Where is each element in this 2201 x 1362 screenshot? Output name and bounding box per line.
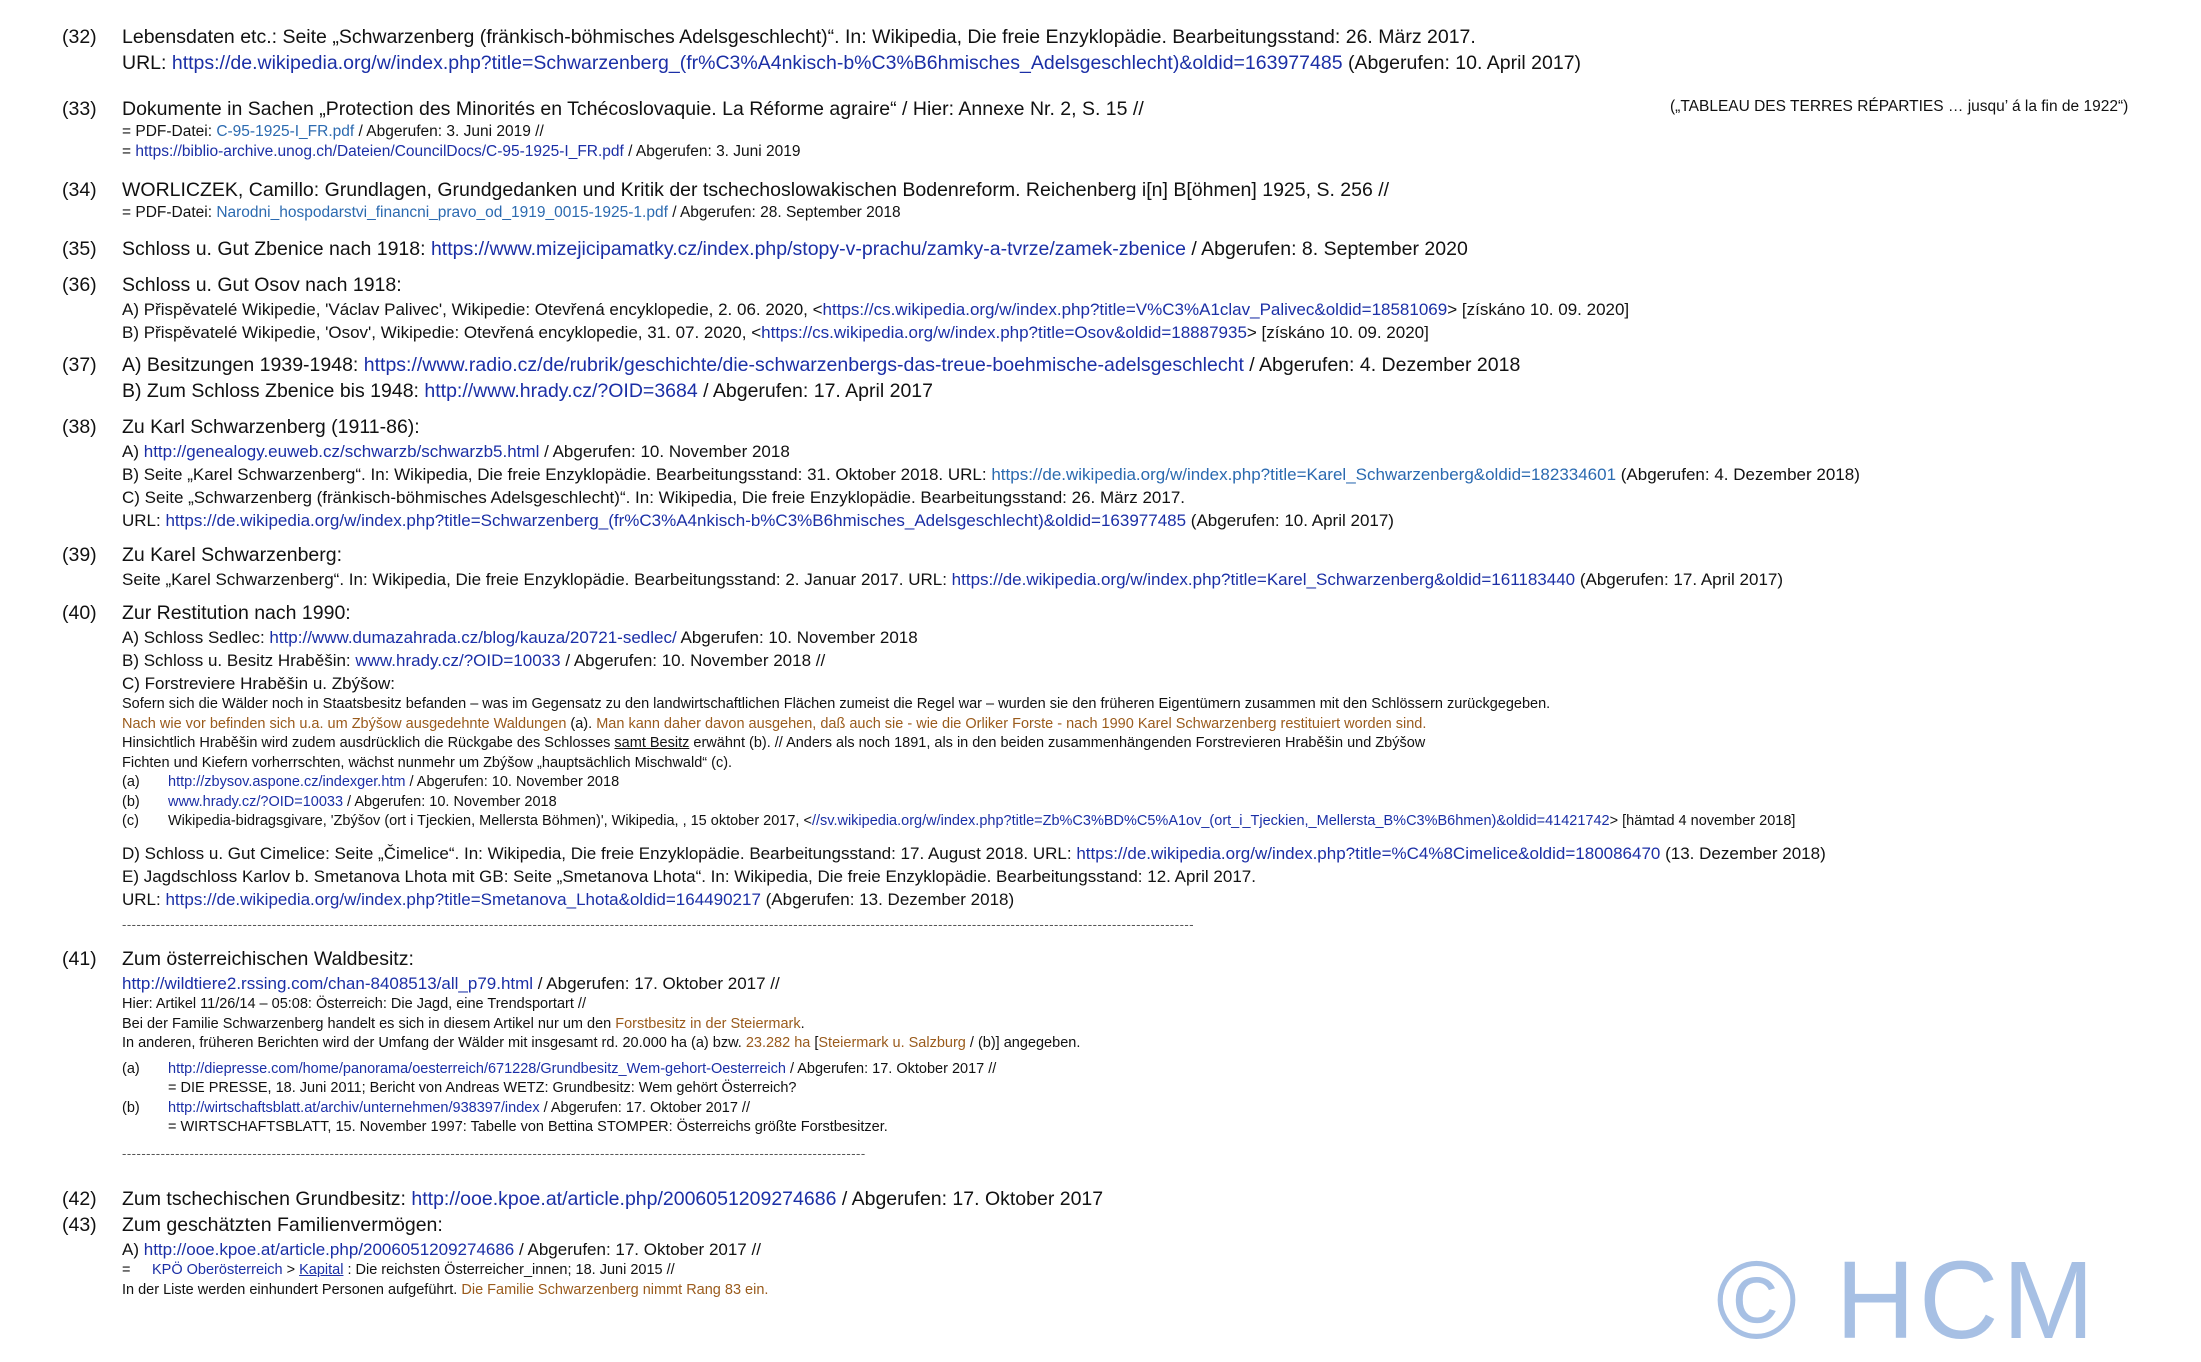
accessed-date: / Abgerufen: 17. Oktober 2017 // (785, 1060, 997, 1077)
reference-number: (38) (62, 416, 97, 438)
accessed-date: / Abgerufen: 3. Juni 2019 (623, 143, 801, 160)
reference-number: (41) (62, 948, 97, 970)
accessed-date: > [hämtad 4 november 2018] (1609, 813, 1796, 829)
web-link[interactable]: http://ooe.kpoe.at/article.php/2006051209274686 (411, 1188, 837, 1210)
reference-text: Schloss u. Gut Osov nach 1918: (122, 274, 402, 296)
reference-text: Zum österreichischen Waldbesitz: (122, 948, 414, 970)
subnote-label: (a) (122, 1060, 140, 1077)
highlighted-note: Nach wie vor befinden sich u.a. um Zbýšow ausgedehnte Waldungen (122, 715, 567, 732)
pdf-link[interactable]: Narodni_hospodarstvi_financni_pravo_od_1919_0015-1925-1.pdf (216, 204, 668, 221)
citation-text: A) Schloss Sedlec: (122, 628, 270, 647)
reference-number: (33) (62, 98, 97, 120)
tableau-note: („TABLEAU DES TERRES RÉPARTIES … jusqu’ á la fin de 1922“) (1670, 98, 2129, 115)
reference-text: B) Zum Schloss Zbenice bis 1948: (122, 380, 425, 402)
reference-number: (43) (62, 1214, 97, 1236)
note-text: [ (810, 1035, 819, 1051)
note-text: Hier: Artikel 11/26/14 – 05:08: Österreich: Die Jagd, eine Trendsportart // (122, 996, 586, 1012)
equals-sign: = (122, 1262, 131, 1278)
reference-text: Lebensdaten etc.: Seite „Schwarzenberg (fränkisch-böhmisches Adelsgeschlecht)“. In: Wikipedia, Die freie Enzyklopädie. Bearbeitungsstand: 26. März 2017. (122, 26, 1476, 48)
highlighted-note: Forstbesitz in der Steiermark (615, 1015, 801, 1032)
citation-text: B) Přispěvatelé Wikipedie, 'Osov', Wikipedie: Otevřená encyklopedie, 31. 07. 2020, < (122, 323, 762, 342)
reference-number: (36) (62, 274, 97, 296)
accessed-date: (Abgerufen: 4. Dezember 2018) (1616, 465, 1860, 484)
citation-text: B) Seite „Karel Schwarzenberg“. In: Wikipedia, Die freie Enzyklopädie. Bearbeitungsstand: 31. Oktober 2018. URL: (122, 465, 992, 484)
pdf-link[interactable]: C-95-1925-I_FR.pdf (216, 123, 355, 140)
citation-text: D) Schloss u. Gut Cimelice: Seite „Čimelice“. In: Wikipedia, Die freie Enzyklopädie. Bearbeitungsstand: 17. August 2018. URL: (122, 843, 1077, 863)
reference-text: Schloss u. Gut Zbenice nach 1918: (122, 238, 431, 260)
web-link[interactable]: http://wirtschaftsblatt.at/archiv/unternehmen/938397/index (168, 1099, 540, 1116)
citation-text: A) (122, 1240, 144, 1259)
citation-text: E) Jagdschloss Karlov b. Smetanova Lhota mit GB: Seite „Smetanova Lhota“. In: Wikipedia, Die freie Enzyklopädie. Bearbeitungsstand: 12. April 2017. (122, 866, 1256, 886)
web-link[interactable]: http://wildtiere2.rssing.com/chan-8408513/all_p79.html (122, 974, 534, 993)
accessed-date: (Abgerufen: 17. April 2017) (1575, 570, 1784, 589)
subnote-label: (c) (122, 813, 139, 829)
reference-number: (35) (62, 238, 97, 260)
highlighted-note: Die Familie Schwarzenberg nimmt Rang 83 ein. (461, 1281, 769, 1298)
reference-number: (34) (62, 179, 97, 201)
citation-text: A) Přispěvatelé Wikipedie, 'Václav Palivec', Wikipedie: Otevřená encyklopedie, 2. 06. 2020, < (122, 300, 823, 319)
web-link[interactable]: www.hrady.cz/?OID=10033 (355, 651, 561, 670)
accessed-date: > [získáno 10. 09. 2020] (1447, 300, 1630, 319)
citation-text: = DIE PRESSE, 18. Juni 2011; Bericht von Andreas WETZ: Grundbesitz: Wem gehört Österreich? (168, 1080, 797, 1096)
equals-sign: = (122, 143, 136, 160)
accessed-date: / Abgerufen: 10. November 2018 (405, 774, 620, 790)
web-link[interactable]: https://www.mizejicipamatky.cz/index.php/stopy-v-prachu/zamky-a-tvrze/zamek-zbenice (430, 238, 1186, 260)
accessed-date: (Abgerufen: 10. April 2017) (1186, 511, 1394, 530)
note-text: / (b)] angegeben. (965, 1035, 1081, 1051)
accessed-date: / Abgerufen: 3. Juni 2019 // (354, 123, 544, 140)
citation-text: C) Seite „Schwarzenberg (fränkisch-böhmisches Adelsgeschlecht)“. In: Wikipedia, Die freie Enzyklopädie. Bearbeitungsstand: 26. März 2017. (122, 488, 1186, 507)
web-link[interactable]: http://ooe.kpoe.at/article.php/2006051209274686 (143, 1240, 515, 1259)
kpoe-link[interactable]: KPÖ Oberösterreich (152, 1262, 283, 1278)
accessed-date: / Abgerufen: 17. Oktober 2017 (836, 1188, 1104, 1210)
subnote-label: (a) (122, 774, 140, 790)
accessed-date: (13. Dezember 2018) (1660, 843, 1826, 863)
accessed-date: / Abgerufen: 10. November 2018 // (560, 651, 826, 670)
accessed-date: > [získáno 10. 09. 2020] (1246, 323, 1429, 342)
web-link[interactable]: http://zbysov.aspone.cz/indexger.htm (168, 774, 406, 790)
separator-line: ---------------------------------------------------------------------------------------------------------------------------------------------------------- (122, 1145, 866, 1161)
accessed-date: / Abgerufen: 17. Oktober 2017 // (539, 1099, 750, 1116)
citation-text: : Die reichsten Österreicher_innen; 18. Juni 2015 // (343, 1262, 675, 1278)
web-link[interactable]: http://diepresse.com/home/panorama/oesterreich/671228/Grundbesitz_Wem-gehort-Oesterreich (168, 1060, 786, 1077)
reference-text: WORLICZEK, Camillo: Grundlagen, Grundgedanken und Kritik der tschechoslowakischen Bodenreform. Reichenberg i[n] B[öhmen] 1925, S. 256 // (122, 179, 1390, 201)
accessed-date: / Abgerufen: 17. Oktober 2017 // (514, 1240, 761, 1259)
note-text: In der Liste werden einhundert Personen aufgeführt. (122, 1281, 462, 1298)
subnote-label: (b) (122, 793, 140, 810)
reference-number: (32) (62, 26, 97, 48)
accessed-date: / Abgerufen: 10. November 2018 (539, 442, 790, 461)
reference-text: Zur Restitution nach 1990: (122, 602, 351, 624)
accessed-date: (Abgerufen: 13. Dezember 2018) (760, 889, 1015, 909)
breadcrumb-separator: > (282, 1262, 300, 1278)
citation-text: Seite „Karel Schwarzenberg“. In: Wikipedia, Die freie Enzyklopädie. Bearbeitungsstand: 2. Januar 2017. URL: (122, 570, 952, 589)
subnote-label: (b) (122, 1099, 140, 1116)
citation-text: Wikipedia-bidragsgivare, 'Zbýšov (ort i Tjeckien, Mellersta Böhmen)', Wikipedia, , 15 oktober 2017, < (168, 813, 812, 829)
note-text: erwähnt (b). // Anders als noch 1891, als in den beiden zusammenhängenden Forstrevieren Hraběšin und Zbýšow (689, 735, 1426, 751)
url-label: URL: (122, 889, 166, 909)
pdf-label: = PDF-Datei: (122, 123, 217, 140)
accessed-date: / Abgerufen: 17. Oktober 2017 // (533, 974, 780, 993)
highlighted-note: Steiermark u. Salzburg (818, 1035, 966, 1051)
citation-text: C) Forstreviere Hraběšin u. Zbýšow: (122, 674, 396, 693)
wikipedia-link[interactable]: https://de.wikipedia.org/w/index.php?title=Karel_Schwarzenberg&oldid=182334601 (991, 465, 1617, 484)
reference-text: A) Besitzungen 1939-1948: (122, 354, 364, 376)
accessed-date: / Abgerufen: 8. September 2020 (1185, 238, 1468, 260)
note-text: (a). (566, 715, 597, 732)
reference-number: (39) (62, 544, 97, 566)
accessed-date: / Abgerufen: 4. Dezember 2018 (1243, 354, 1521, 376)
web-link[interactable]: https://www.radio.cz/de/rubrik/geschichte/die-schwarzenbergs-das-treue-boehmische-adelsgeschlecht (363, 354, 1244, 376)
web-link[interactable]: http://www.hrady.cz/?OID=3684 (424, 380, 698, 402)
reference-number: (42) (62, 1188, 97, 1210)
pdf-label: = PDF-Datei: (122, 204, 217, 221)
note-text: Bei der Familie Schwarzenberg handelt es sich in diesem Artikel nur um den (122, 1015, 616, 1032)
accessed-date: / Abgerufen: 17. April 2017 (697, 380, 933, 402)
note-text: . (800, 1015, 805, 1032)
accessed-date: (Abgerufen: 10. April 2017) (1342, 52, 1582, 74)
wikipedia-link[interactable]: https://de.wikipedia.org/w/index.php?title=Smetanova_Lhota&oldid=164490217 (165, 889, 761, 909)
kapital-link[interactable]: Kapital (299, 1262, 344, 1278)
separator-line: ------------------------------------------------------------------------------------------------------------------------------------------------------------------------------------------------------------------------------ (122, 916, 1195, 932)
url-label: URL: (122, 52, 172, 74)
accessed-date: Abgerufen: 10. November 2018 (676, 628, 918, 647)
accessed-date: / Abgerufen: 28. September 2018 (667, 204, 901, 221)
note-text: In anderen, früheren Berichten wird der Umfang der Wälder mit insgesamt rd. 20.000 ha (a) bzw. (122, 1035, 746, 1051)
underlined-text: samt Besitz (614, 735, 690, 751)
citation-text: = WIRTSCHAFTSBLATT, 15. November 1997: Tabelle von Bettina STOMPER: Österreichs größte Forstbesitzer. (168, 1119, 888, 1135)
citation-text: A) (122, 442, 144, 461)
url-label: URL: (122, 511, 166, 530)
reference-number: (37) (62, 354, 97, 376)
archive-link[interactable]: https://biblio-archive.unog.ch/Dateien/CouncilDocs/C-95-1925-I_FR.pdf (135, 143, 624, 160)
wikipedia-link[interactable]: https://cs.wikipedia.org/w/index.php?title=V%C3%A1clav_Palivec&oldid=18581069 (822, 300, 1448, 319)
web-link[interactable]: http://genealogy.euweb.cz/schwarzb/schwarzb5.html (143, 442, 540, 461)
reference-text: Dokumente in Sachen „Protection des Minorités en Tchécoslovaquie. La Réforme agraire“ / Hier: Annexe Nr. 2, S. 15 // (122, 98, 1144, 120)
wikipedia-link[interactable]: https://cs.wikipedia.org/w/index.php?title=Osov&oldid=18887935 (761, 323, 1247, 342)
copyright-watermark: © HCM (1716, 1239, 2099, 1362)
wikipedia-link[interactable]: //sv.wikipedia.org/w/index.php?title=Zb%C3%BD%C5%A1ov_(ort_i_Tjeckien,_Mellersta_B%C3%B6hmen)&oldid=41421742 (811, 813, 1610, 829)
reference-text: Zum geschätzten Familienvermögen: (122, 1214, 443, 1236)
web-link[interactable]: www.hrady.cz/?OID=10033 (168, 793, 344, 810)
accessed-date: / Abgerufen: 10. November 2018 (343, 793, 557, 810)
wikipedia-link[interactable]: https://de.wikipedia.org/w/index.php?title=Schwarzenberg_(fr%C3%A4nkisch-b%C3%B6hmisches_Adelsgeschlecht)&oldid=163977485 (165, 511, 1187, 530)
note-text: Hinsichtlich Hraběšin wird zudem ausdrücklich die Rückgabe des Schlosses (122, 735, 615, 751)
note-text: Fichten und Kiefern vorherrschten, wächst nunmehr um Zbýšow „hauptsächlich Mischwald“ (c). (122, 754, 733, 771)
highlighted-note: 23.282 ha (745, 1035, 811, 1051)
reference-text: Zu Karl Schwarzenberg (1911-86): (122, 416, 420, 438)
reference-text: Zu Karel Schwarzenberg: (122, 544, 343, 566)
note-text: Sofern sich die Wälder noch in Staatsbesitz befanden – was im Gegensatz zu den landwirtschaftlichen Flächen zumeist die Regel war – wurden sie den früheren Eigentümern zusammen mit den Schlössern zurückgegeben. (122, 696, 1551, 712)
wikipedia-link[interactable]: https://de.wikipedia.org/w/index.php?title=Karel_Schwarzenberg&oldid=161183440 (951, 570, 1576, 589)
wikipedia-link[interactable]: https://de.wikipedia.org/w/index.php?title=%C4%8Cimelice&oldid=180086470 (1076, 843, 1661, 863)
citation-text: B) Schloss u. Besitz Hraběšin: (122, 651, 356, 670)
reference-number: (40) (62, 602, 97, 624)
highlighted-note: Man kann daher davon ausgehen, daß auch sie - wie die Orliker Forste - nach 1990 Karel Schwarzenberg restituiert worden sind. (596, 715, 1427, 732)
web-link[interactable]: http://www.dumazahrada.cz/blog/kauza/20721-sedlec/ (269, 628, 677, 647)
reference-text: Zum tschechischen Grundbesitz: (122, 1188, 412, 1210)
wikipedia-link[interactable]: https://de.wikipedia.org/w/index.php?title=Schwarzenberg_(fr%C3%A4nkisch-b%C3%B6hmisches_Adelsgeschlecht)&oldid=163977485 (171, 52, 1343, 74)
